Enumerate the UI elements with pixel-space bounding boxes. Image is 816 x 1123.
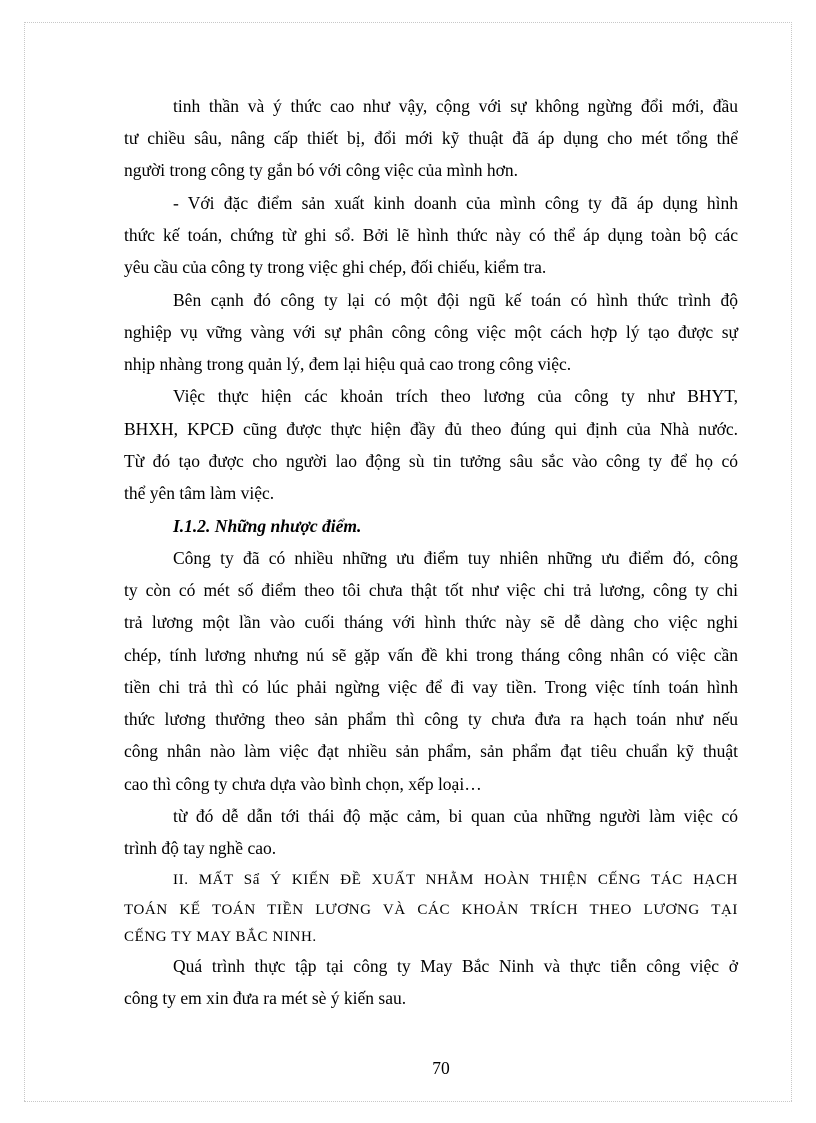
section-heading: CẾNG TY MAY BẮC NINH. bbox=[124, 929, 317, 945]
paragraph-line: thức lương thưởng theo sản phẩm thì công ty chưa đưa ra hạch toán như nếu bbox=[124, 709, 738, 729]
page-border-left bbox=[24, 22, 25, 1101]
paragraph-line: trình độ tay nghề cao. bbox=[124, 838, 277, 858]
page-border-right bbox=[791, 22, 792, 1101]
paragraph-line: từ đó dễ dẫn tới thái độ mặc cảm, bi quan của những người làm việc có bbox=[173, 806, 738, 826]
paragraph-line: Từ đó tạo được cho người lao động sù tin tưởng sâu sắc vào công ty để họ có bbox=[124, 451, 738, 471]
page-number: 70 bbox=[432, 1058, 450, 1078]
paragraph-line: thức kế toán, chứng từ ghi sổ. Bởi lẽ hình thức này có thể áp dụng toàn bộ các bbox=[124, 225, 738, 245]
paragraph-line: thể yên tâm làm việc. bbox=[124, 483, 275, 503]
paragraph-line: nghiệp vụ vững vàng với sự phân công công việc một cách hợp lý tạo được sự bbox=[124, 322, 738, 342]
paragraph-line: Quá trình thực tập tại công ty May Bắc Ninh và thực tiễn công việc ở bbox=[173, 956, 738, 976]
paragraph-line: ty còn có mét số điểm theo tôi chưa thật tốt như việc chi trả lương, công ty chi bbox=[124, 580, 738, 600]
paragraph-line: tư chiều sâu, nâng cấp thiết bị, đổi mới kỹ thuật đã áp dụng cho mét tổng thể bbox=[124, 128, 738, 148]
paragraph-line: BHXH, KPCĐ cũng được thực hiện đầy đủ theo đúng qui định của Nhà nước. bbox=[124, 419, 738, 439]
paragraph-line: trả lương một lần vào cuối tháng với hình thức này sẽ dễ dàng cho việc nghi bbox=[124, 612, 738, 632]
paragraph-line: tiền chi trả thì có lúc phải ngừng việc để đi vay tiền. Trong việc tính toán hình bbox=[124, 677, 738, 697]
paragraph-line: Việc thực hiện các khoản trích theo lương của công ty như BHYT, bbox=[173, 386, 738, 406]
paragraph-line: Công ty đã có nhiều những ưu điểm tuy nhiên những ưu điểm đó, công bbox=[173, 548, 738, 568]
paragraph-line: cao thì công ty chưa dựa vào bình chọn, xếp loại… bbox=[124, 774, 482, 794]
paragraph-line: nhịp nhàng trong quản lý, đem lại hiệu quả cao trong công việc. bbox=[124, 354, 572, 374]
paragraph-line: tinh thần và ý thức cao như vậy, cộng với sự không ngừng đổi mới, đầu bbox=[173, 96, 738, 116]
paragraph-line: người trong công ty gắn bó với công việc của mình hơn. bbox=[124, 160, 518, 180]
paragraph-line: công nhân nào làm việc đạt nhiều sản phẩm, sản phẩm đạt tiêu chuẩn kỹ thuật bbox=[124, 741, 738, 761]
paragraph-line: yêu cầu của công ty trong việc ghi chép, đối chiếu, kiểm tra. bbox=[124, 257, 547, 277]
paragraph-line: - Với đặc điểm sản xuất kinh doanh của mình công ty đã áp dụng hình bbox=[173, 193, 738, 213]
page-border-top bbox=[24, 22, 792, 23]
section-heading: TOÁN KẾ TOÁN TIỀN LƯƠNG VÀ CÁC KHOẢN TRÍCH THEO LƯƠNG TẠI bbox=[124, 902, 738, 918]
section-heading: II. MẤT Sẩ Ý KIẾN ĐỀ XUẤT NHẰM HOÀN THIỆN CẾNG TÁC HẠCH bbox=[173, 872, 738, 888]
page-border-bottom bbox=[24, 1101, 792, 1102]
paragraph-line: công ty em xin đưa ra mét sè ý kiến sau. bbox=[124, 988, 407, 1008]
paragraph-line: chép, tính lương nhưng nú sẽ gặp vấn đề khi trong tháng công nhân có việc cần bbox=[124, 645, 738, 665]
paragraph-line: Bên cạnh đó công ty lại có một đội ngũ kế toán có hình thức trình độ bbox=[173, 290, 738, 310]
section-heading: I.1.2. Những nhược điểm. bbox=[173, 516, 362, 536]
